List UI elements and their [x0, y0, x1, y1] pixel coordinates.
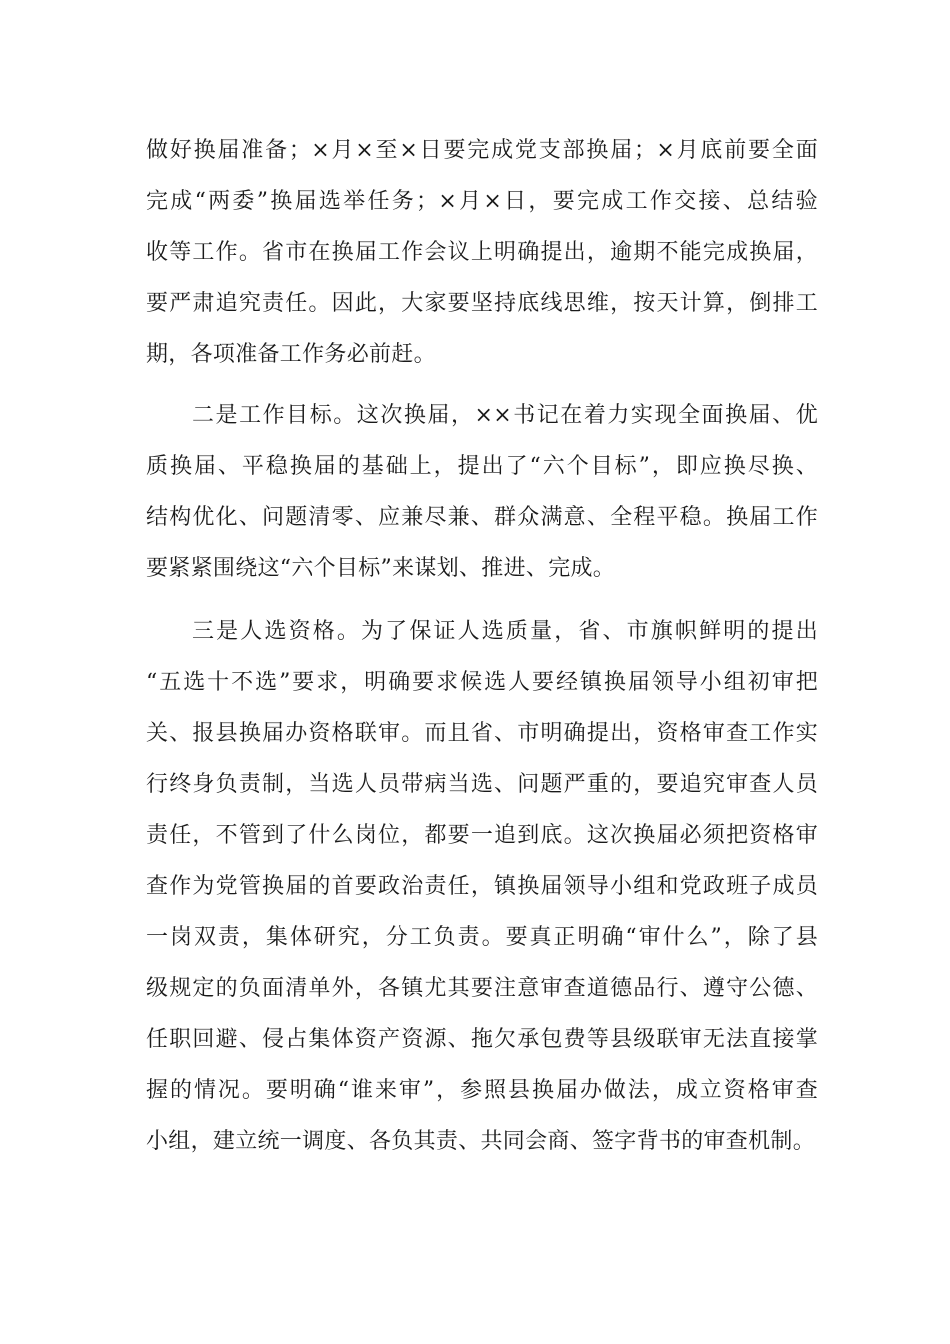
text-line: 二是工作目标。这次换届，××书记在着力实现全面换届、优 — [192, 403, 818, 428]
text-line: 查作为党管换届的首要政治责任，镇换届领导小组和党政班子成员 — [146, 874, 818, 899]
text-line: 责任，不管到了什么岗位，都要一追到底。这次换届必须把资格审 — [146, 823, 818, 848]
text-line: “五选十不选”要求，明确要求候选人要经镇换届领导小组初审把 — [146, 670, 818, 695]
text-line: 三是人选资格。为了保证人选质量，省、市旗帜鲜明的提出 — [192, 619, 818, 644]
text-line: 行终身负责制，当选人员带病当选、问题严重的，要追究审查人员 — [146, 772, 818, 797]
text-line: 要紧紧围绕这“六个目标”来谋划、推进、完成。 — [146, 556, 616, 581]
text-line: 完成“两委”换届选举任务；×月×日，要完成工作交接、总结验 — [146, 189, 818, 214]
text-line: 一岗双责，集体研究，分工负责。要真正明确“审什么”，除了县 — [146, 925, 818, 950]
paragraph-candidate-qualification — [146, 606, 818, 1167]
text-line: 关、报县换届办资格联审。而且省、市明确提出，资格审查工作实 — [146, 721, 818, 746]
paragraph-work-goals — [146, 390, 818, 594]
text-line: 期，各项准备工作务必前赶。 — [146, 342, 436, 367]
text-line: 做好换届准备；×月×至×日要完成党支部换届；×月底前要全面 — [146, 138, 818, 163]
text-line: 质换届、平稳换届的基础上，提出了“六个目标”，即应换尽换、 — [146, 454, 818, 479]
text-line: 任职回避、侵占集体资产资源、拖欠承包费等县级联审无法直接掌 — [146, 1027, 818, 1052]
text-line: 结构优化、问题清零、应兼尽兼、群众满意、全程平稳。换届工作 — [146, 505, 818, 530]
text-line: 握的情况。要明确“谁来审”，参照县换届办做法，成立资格审查 — [146, 1078, 818, 1103]
text-line: 要严肃追究责任。因此，大家要坚持底线思维，按天计算，倒排工 — [146, 291, 818, 316]
text-line: 级规定的负面清单外，各镇尤其要注意审查道德品行、遵守公德、 — [146, 976, 818, 1001]
text-line: 收等工作。省市在换届工作会议上明确提出，逾期不能完成换届， — [146, 240, 818, 265]
paragraph-continuation — [146, 125, 818, 380]
text-line: 小组，建立统一调度、各负其责、共同会商、签字背书的审查机制。 — [146, 1129, 816, 1154]
